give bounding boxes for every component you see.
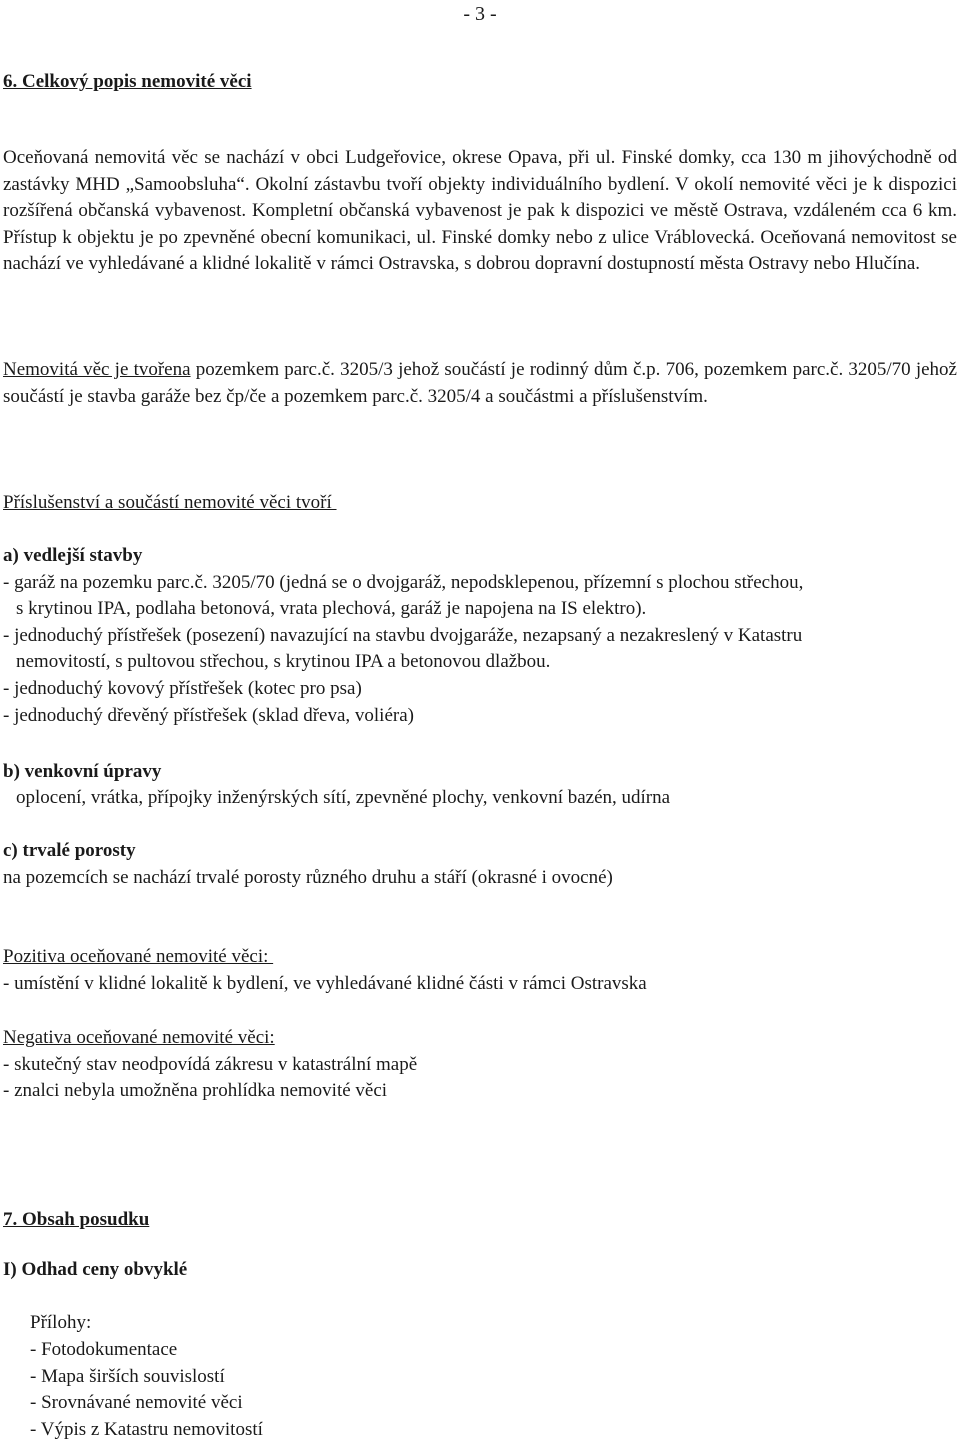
subheading-a: a) vedlejší stavby bbox=[3, 545, 143, 566]
section-7-subtitle: I) Odhad ceny obvyklé bbox=[3, 1259, 188, 1280]
list-item: - jednoduchý přístřešek (posezení) navazující na stavbu dvojgaráže, nezapsaný a nezakreslený v Katastru bbox=[3, 625, 803, 646]
attachment-item: - Výpis z Katastru nemovitostí bbox=[30, 1419, 263, 1440]
section-6-title: 6. Celkový popis nemovité věci bbox=[3, 71, 252, 92]
list-item: nemovitostí, s pultovou střechou, s krytinou IPA a betonovou dlažbou. bbox=[16, 651, 551, 672]
accessories-heading: Příslušenství a součástí nemovité věci tvoří bbox=[3, 492, 337, 513]
composition-lead: Nemovitá věc je tvořena bbox=[3, 359, 191, 380]
vegetation-text: na pozemcích se nachází trvalé porosty různého druhu a stáří (okrasné i ovocné) bbox=[3, 867, 613, 888]
attachment-item: - Mapa širších souvislostí bbox=[30, 1366, 225, 1387]
list-item: s krytinou IPA, podlaha betonová, vrata plechová, garáž je napojena na IS elektro). bbox=[16, 598, 647, 619]
list-item: - jednoduchý kovový přístřešek (kotec pro psa) bbox=[3, 678, 362, 699]
subheading-c: c) trvalé porosty bbox=[3, 840, 136, 861]
subheading-b: b) venkovní úpravy bbox=[3, 761, 162, 782]
list-item: - skutečný stav neodpovídá zákresu v katastrální mapě bbox=[3, 1054, 418, 1075]
negatives-heading: Negativa oceňované nemovité věci: bbox=[3, 1027, 275, 1048]
attachment-item: - Srovnávané nemovité věci bbox=[30, 1392, 243, 1413]
location-paragraph: Oceňovaná nemovitá věc se nachází v obci Ludgeřovice, okrese Opava, při ul. Finské domky, cca 130 m jihovýchodně od zastávky MHD „Samoobsluha“. Okolní zástavbu tvoří objekty individuálního bydlení. V okolí nemovité věci je k dispozici rozšířená občanská vybavenost. Kompletní občanská vybavenost je pak k dispozici ve městě Ostrava, vzdáleném cca 6 km. Přístup k objektu je po zpevněné obecní komunikaci, ul. Finské domky nebo z ulice Vráblovecká. Oceňovaná nemovitost se nachází ve vyhledávané a klidné lokalitě v rámci Ostravska, s dobrou dopravní dostupností města Ostravy nebo Hlučína. bbox=[3, 147, 957, 274]
page-number: - 3 - bbox=[463, 3, 497, 25]
attachments-label: Přílohy: bbox=[30, 1312, 92, 1333]
list-item: - garáž na pozemku parc.č. 3205/70 (jedná se o dvojgaráž, nepodsklepenou, přízemní s plochou střechou, bbox=[3, 572, 804, 593]
outdoor-works-text: oplocení, vrátka, přípojky inženýrských sítí, zpevněné plochy, venkovní bazén, udírna bbox=[16, 787, 671, 808]
list-item: - znalci nebyla umožněna prohlídka nemovité věci bbox=[3, 1080, 388, 1101]
positives-heading: Pozitiva oceňované nemovité věci: bbox=[3, 946, 274, 967]
composition-paragraph bbox=[3, 357, 957, 410]
attachment-item: - Fotodokumentace bbox=[30, 1339, 178, 1360]
section-7-title: 7. Obsah posudku bbox=[3, 1209, 150, 1230]
composition-rest: pozemkem parc.č. 3205/3 jehož součástí je rodinný dům č.p. 706, pozemkem parc.č. 3205/70 jehož součástí je stavba garáže bez čp/če a pozemkem parc.č. 3205/4 a součástmi a příslušenstvím. bbox=[3, 359, 957, 407]
list-item: - jednoduchý dřevěný přístřešek (sklad dřeva, voliéra) bbox=[3, 705, 414, 726]
list-item: - umístění v klidné lokalitě k bydlení, ve vyhledávané klidné části v rámci Ostravska bbox=[3, 973, 647, 994]
